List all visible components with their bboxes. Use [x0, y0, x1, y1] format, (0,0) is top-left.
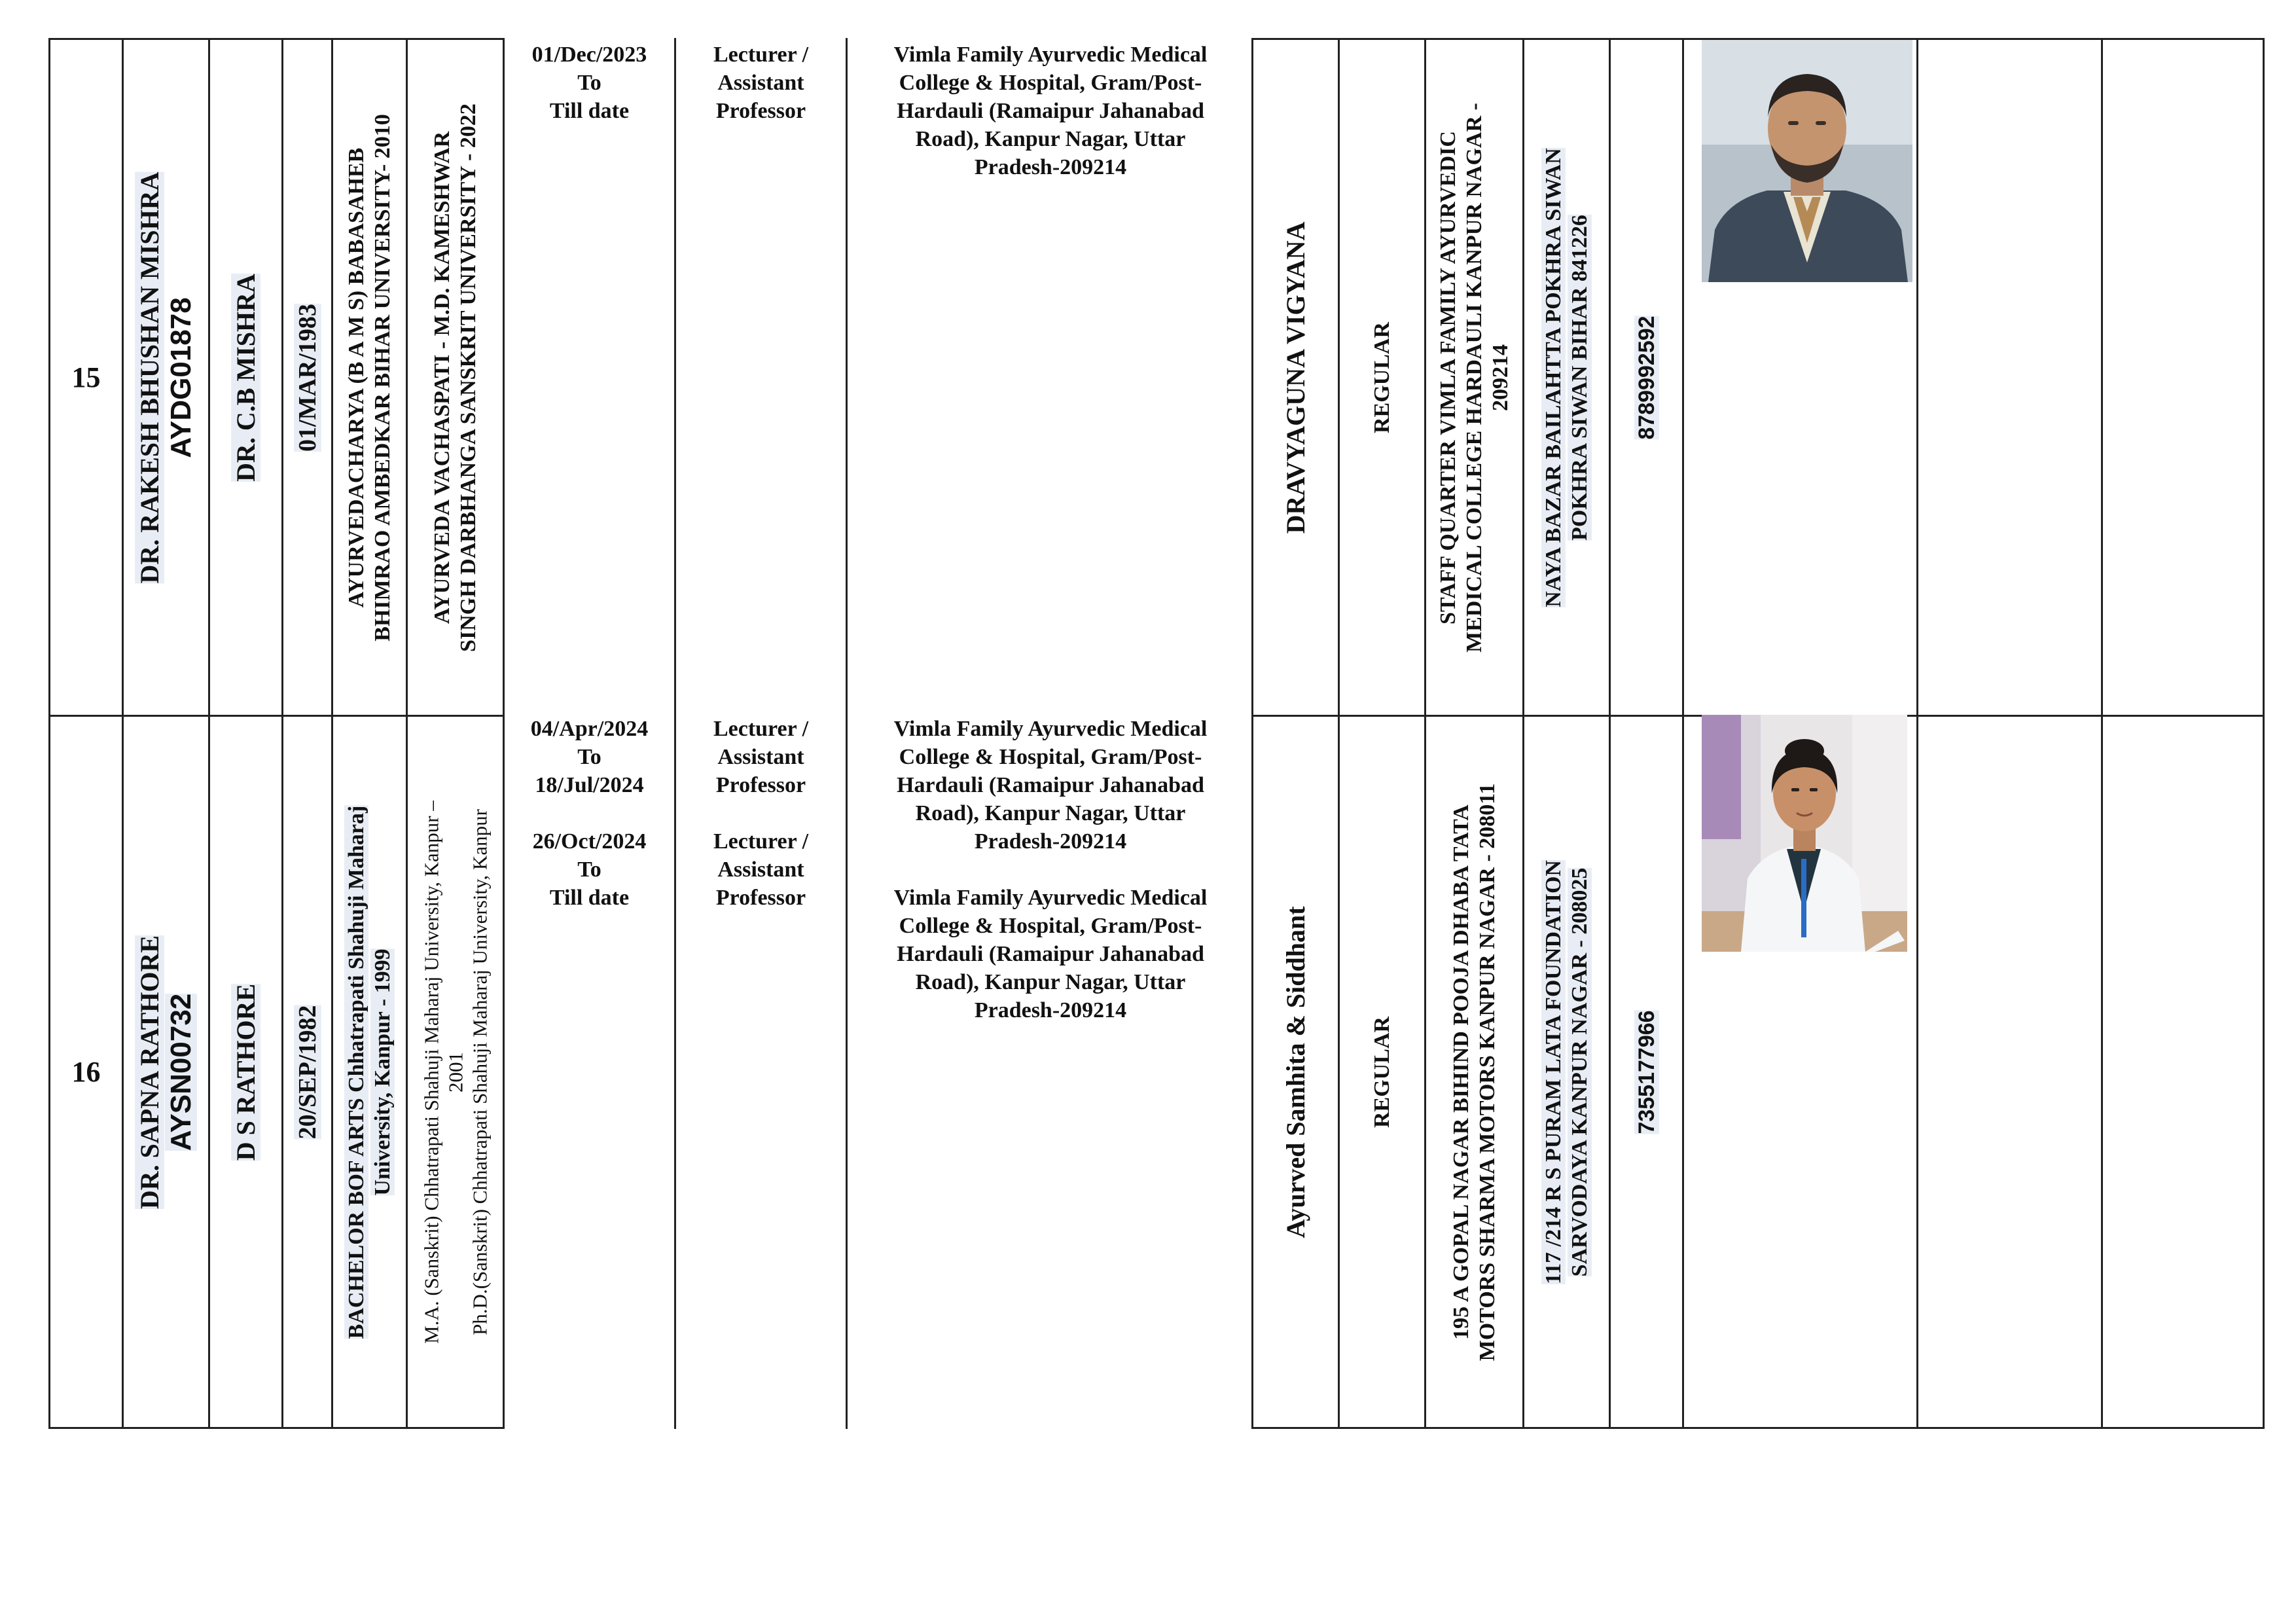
designation-line: Assistant	[717, 857, 804, 882]
teacher-name: DR. SAPNA RATHORE	[134, 935, 164, 1209]
qualification-line: M.A. (Sanskrit) Chhatrapati Shahuji Maharaj University, Kanpur –	[420, 800, 442, 1344]
college-line: Pradesh-209214	[974, 829, 1127, 854]
table-border-bottom	[48, 1427, 505, 1429]
period-to-word: To	[577, 745, 601, 769]
table-border-bottom	[1251, 1427, 2265, 1429]
college-line: Pradesh-209214	[974, 998, 1127, 1022]
father-name-cell	[210, 717, 281, 1427]
qualification-line: AYURVEDA VACHASPATI - M.D. KAMESHWAR	[429, 131, 454, 624]
qualification-line: SINGH DARBHANGA SANSKRIT UNIVERSITY - 2022	[456, 103, 480, 652]
period-from: 04/Apr/2024	[530, 717, 649, 741]
period-to-word: To	[577, 71, 601, 95]
col-line	[2263, 38, 2265, 1429]
col-line	[2101, 38, 2103, 1429]
dob-cell	[283, 40, 331, 715]
dob-cell	[283, 717, 331, 1427]
period-from: 26/Oct/2024	[532, 829, 647, 854]
address-line: 209214	[1488, 344, 1513, 411]
designation-line: Professor	[715, 773, 806, 797]
col-line	[1916, 38, 1918, 1429]
college-line: Road), Kanpur Nagar, Uttar	[915, 127, 1186, 151]
college-line: Vimla Family Ayurvedic Medical	[893, 43, 1208, 67]
designation-line: Lecturer /	[713, 717, 809, 741]
registration-number: AYDG01878	[164, 297, 197, 458]
ug-qualification-cell	[333, 40, 406, 715]
father-name: DR. C.B MISHRA	[230, 273, 260, 482]
pg-qualification-cell	[408, 40, 503, 715]
designation-line: Professor	[715, 99, 806, 123]
qualification-line: 2001	[444, 1051, 467, 1092]
designation-line: Lecturer /	[713, 829, 809, 854]
college-line: Pradesh-209214	[974, 155, 1127, 179]
present-address-cell	[1426, 40, 1522, 715]
college-line: Road), Kanpur Nagar, Uttar	[915, 970, 1186, 994]
date-of-birth: 20/SEP/1982	[293, 1005, 321, 1139]
address-line: 117 /214 R S PURAM LATA FOUNDATION	[1541, 859, 1566, 1284]
pg-qualification-cell	[408, 717, 503, 1427]
serial-number: 15	[71, 361, 101, 393]
address-line: POKHRA SIWAN BIHAR 841226	[1567, 214, 1592, 541]
qualification-line: BACHELOR BOF ARTS Chhatrapati Shahuji Maharaj	[344, 805, 368, 1339]
woman-portrait-photo	[1702, 715, 1907, 952]
period-cell	[505, 41, 674, 125]
department-cell	[1253, 717, 1338, 1427]
college-line: Vimla Family Ayurvedic Medical	[893, 717, 1208, 741]
college-line: Hardauli (Ramaipur Jahanabad	[897, 773, 1204, 797]
college-line: Vimla Family Ayurvedic Medical	[893, 886, 1208, 910]
mobile-number: 7355177966	[1634, 1009, 1659, 1134]
period-to: 18/Jul/2024	[535, 773, 644, 797]
address-line: MEDICAL COLLEGE HARDAULI KANPUR NAGAR -	[1462, 102, 1486, 653]
employment-type: REGULAR	[1369, 321, 1394, 433]
registration-number: AYSN00732	[164, 993, 197, 1151]
college-line: Hardauli (Ramaipur Jahanabad	[897, 99, 1204, 123]
mobile-cell	[1611, 717, 1682, 1427]
employment-type-cell	[1340, 717, 1424, 1427]
permanent-address-cell	[1524, 40, 1609, 715]
present-address-cell	[1426, 717, 1522, 1427]
address-line: SARVODAYA KANPUR NAGAR - 208025	[1567, 867, 1592, 1276]
date-of-birth: 01/MAR/1983	[293, 303, 321, 452]
mobile-cell	[1611, 40, 1682, 715]
address-line: STAFF QUARTER VIMLA FAMILY AYURVEDIC	[1435, 130, 1460, 624]
period-from: 01/Dec/2023	[531, 43, 647, 67]
period-to-word: To	[577, 857, 601, 882]
serial-number: 16	[71, 1056, 101, 1088]
permanent-address-cell	[1524, 717, 1609, 1427]
father-name: D S RATHORE	[230, 983, 260, 1161]
name-cell	[124, 40, 208, 715]
designation-cell	[676, 41, 846, 125]
college-cell	[848, 715, 1253, 1024]
qualification-line: University, Kanpur - 1999	[370, 948, 395, 1196]
period-to: Till date	[549, 99, 630, 123]
qualification-line: Ph.D.(Sanskrit) Chhatrapati Shahuji Maharaj University, Kanpur	[468, 808, 491, 1335]
period-to: Till date	[549, 886, 630, 910]
college-line: Hardauli (Ramaipur Jahanabad	[897, 942, 1204, 966]
qualification-line: AYURVEDACHARYA (B A M S) BABASAHEB	[344, 147, 368, 607]
qualification-line: BHIMRAO AMBEDKAR BIHAR UNIVERSITY- 2010	[370, 113, 395, 641]
period-cell	[505, 715, 674, 912]
designation-cell	[676, 715, 846, 912]
department-cell	[1253, 40, 1338, 715]
man-portrait-photo	[1702, 40, 1912, 282]
college-line: Road), Kanpur Nagar, Uttar	[915, 801, 1186, 825]
col-line	[1682, 38, 1684, 1429]
designation-line: Assistant	[717, 745, 804, 769]
department: DRAVYAGUNA VIGYANA	[1280, 221, 1310, 533]
teacher-name: DR. RAKESH BHUSHAN MISHRA	[134, 171, 164, 583]
name-cell	[124, 717, 208, 1427]
employment-type: REGULAR	[1369, 1016, 1394, 1128]
designation-line: Lecturer /	[713, 43, 809, 67]
address-line: NAYA BAZAR BAILAHTTA POKHRA SIWAN	[1541, 147, 1566, 607]
employment-type-cell	[1340, 40, 1424, 715]
college-line: College & Hospital, Gram/Post-	[899, 71, 1202, 95]
department: Ayurved Samhita & Siddhant	[1280, 905, 1310, 1238]
mobile-number: 8789992592	[1634, 315, 1659, 440]
designation-line: Professor	[715, 886, 806, 910]
address-line: 195 A GOPAL NAGAR BIHIND POOJA DHABA TATA	[1448, 804, 1473, 1340]
father-name-cell	[210, 40, 281, 715]
address-line: MOTORS SHARMA MOTORS KANPUR NAGAR - 208011	[1475, 783, 1499, 1361]
ug-qualification-cell	[333, 717, 406, 1427]
college-line: College & Hospital, Gram/Post-	[899, 745, 1202, 769]
designation-line: Assistant	[717, 71, 804, 95]
college-cell	[848, 41, 1253, 181]
college-line: College & Hospital, Gram/Post-	[899, 914, 1202, 938]
